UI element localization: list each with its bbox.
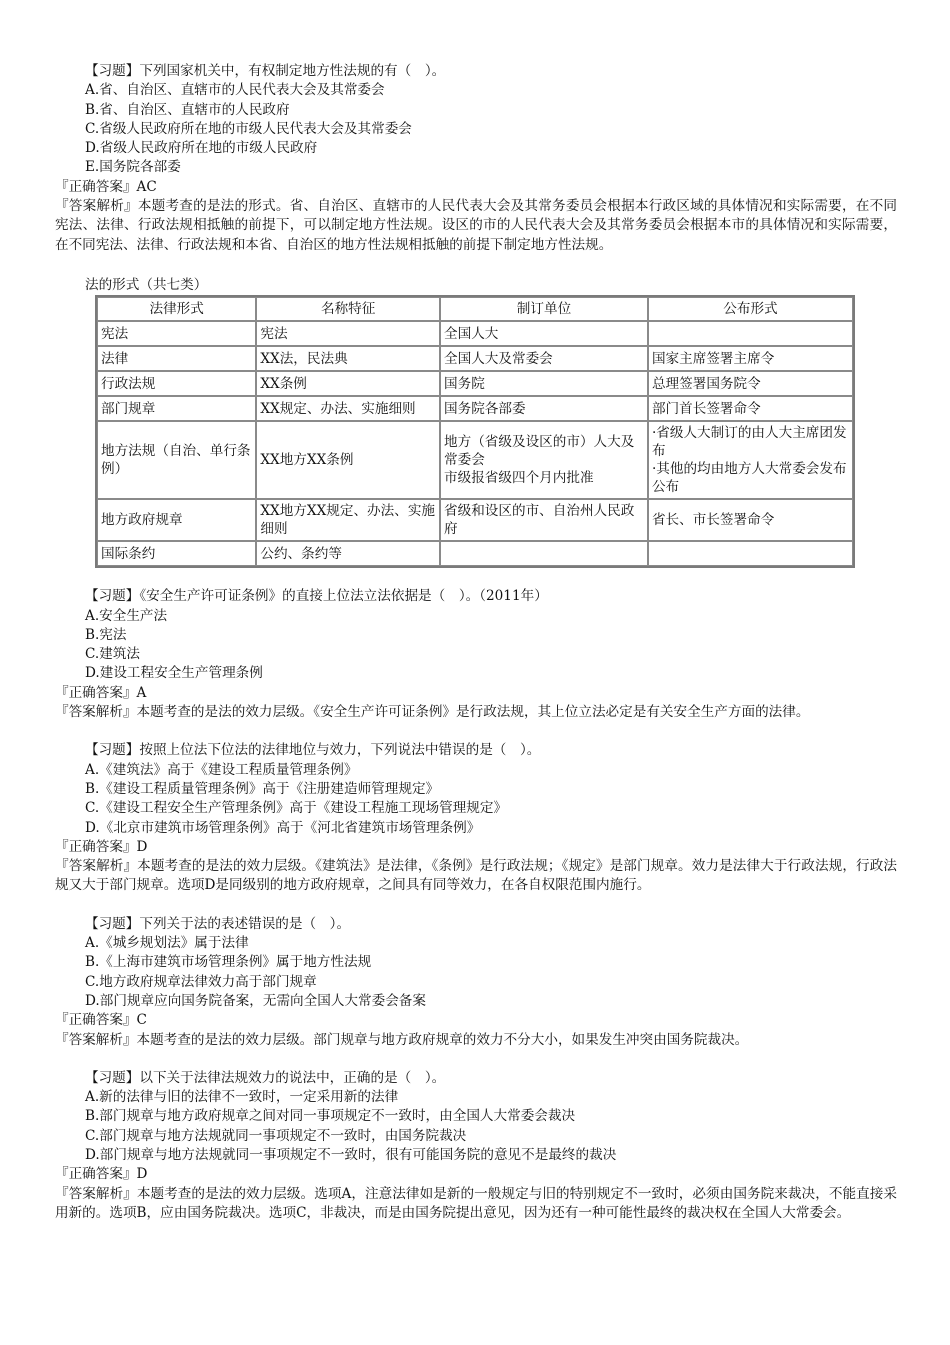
table-row	[97, 321, 853, 346]
option-c: C.建筑法	[85, 646, 141, 663]
table-cell: XX地方XX条例	[256, 421, 440, 499]
table-header-row	[97, 297, 853, 321]
question-5	[55, 1069, 897, 1223]
option-b: B.《建设工程质量管理条例》高于《注册建造师管理规定》	[85, 780, 440, 797]
option-b: B.《上海市建筑市场管理条例》属于地方性法规	[85, 954, 372, 971]
option-c: C.省级人民政府所在地的市级人民代表大会及其常委会	[85, 120, 412, 137]
table-cell: ·省级人大制订的由人大主席团发布 ·其他的均由地方人大常委会发布公布	[648, 421, 853, 499]
header-cell: 法律形式	[97, 297, 256, 321]
table-cell: XX法，民法典	[256, 346, 440, 371]
table-cell: 部门首长签署命令	[648, 396, 853, 421]
question-stem: 【习题】《安全生产许可证条例》的直接上位法立法依据是（ ）。（2011年）	[85, 588, 548, 605]
table-cell: 法律	[97, 346, 256, 371]
table-cell: 国务院各部委	[440, 396, 648, 421]
option-c: C.《建设工程安全生产管理条例》高于《建设工程施工现场管理规定》	[85, 800, 508, 817]
option-a: A.《城乡规划法》属于法律	[85, 935, 249, 952]
table-cell	[648, 321, 853, 346]
option-d: D.《北京市建筑市场管理条例》高于《河北省建筑市场管理条例》	[85, 819, 481, 836]
table-cell: 国家主席签署主席令	[648, 346, 853, 371]
table-row	[97, 346, 853, 371]
option-a: A.新的法律与旧的法律不一致时，一定采用新的法律	[85, 1089, 399, 1106]
answer-explanation: 『答案解析』本题考查的是法的形式。省、自治区、直辖市的人民代表大会及其常务委员会根据本行政区域的具体情况和实际需要，在不同宪法、法律、行政法规相抵触的前提下，可以制定地方性法规。设区的市的人民代表大会及其常务委员会根据本市的具体情况和实际需要，在不同宪法、法律、行政法规和本省、自治区的地方性法规相抵触的前提下制定地方性法规。	[55, 198, 897, 253]
answer-explanation: 『答案解析』本题考查的是法的效力层级。选项A，注意法律如是新的一般规定与旧的特别规定不一致时，必须由国务院来裁决，不能直接采用新的。选项B，应由国务院裁决。选项C，非裁决，而是由国务院提出意见，因为还有一种可能性最终的裁决权在全国人大常委会。	[55, 1185, 897, 1221]
option-b: B.部门规章与地方政府规章之间对同一事项规定不一致时，由全国人大常委会裁决	[85, 1108, 576, 1125]
table-cell: XX条例	[256, 371, 440, 396]
table-cell: 地方法规（自治、单行条例）	[97, 421, 256, 499]
question-1	[55, 62, 897, 255]
correct-answer: 『正确答案』D	[55, 1166, 148, 1183]
question-stem: 【习题】下列国家机关中，有权制定地方性法规的有（ ）。	[85, 63, 446, 79]
law-forms-table	[95, 295, 855, 568]
correct-answer: 『正确答案』AC	[55, 178, 157, 195]
table-cell: 国际条约	[97, 541, 256, 566]
option-a: A.省、自治区、直辖市的人民代表大会及其常委会	[85, 82, 385, 99]
table-row	[97, 396, 853, 421]
table-cell: XX规定、办法、实施细则	[256, 396, 440, 421]
question-2	[55, 587, 897, 722]
table-cell	[648, 541, 853, 566]
table-cell: 地方（省级及设区的市）人大及常委会 市级报省级四个月内批准	[440, 421, 648, 499]
table-cell: 部门规章	[97, 396, 256, 421]
option-b: B.宪法	[85, 626, 127, 643]
table-cell: 省长、市长签署命令	[648, 499, 853, 541]
table-cell: XX地方XX规定、办法、实施细则	[256, 499, 440, 541]
option-b: B.省、自治区、直辖市的人民政府	[85, 101, 290, 118]
question-4	[55, 915, 897, 1050]
question-stem: 【习题】下列关于法的表述错误的是（ ）。	[85, 915, 351, 932]
table-cell: 全国人大	[440, 321, 648, 346]
header-cell: 名称特征	[256, 297, 440, 321]
option-d: D.建设工程安全生产管理条例	[85, 665, 263, 682]
question-stem: 【习题】以下关于法律法规效力的说法中，正确的是（ ）。	[85, 1069, 446, 1086]
table-row	[97, 541, 853, 566]
table-row	[97, 499, 853, 541]
option-d: D.部门规章与地方法规就同一事项规定不一致时，很有可能国务院的意见不是最终的裁决	[85, 1146, 617, 1163]
correct-answer: 『正确答案』D	[55, 838, 148, 855]
table-cell: 宪法	[256, 321, 440, 346]
question-stem: 【习题】按照上位法下位法的法律地位与效力，下列说法中错误的是（ ）。	[85, 742, 541, 759]
option-a: A.《建筑法》高于《建设工程质量管理条例》	[85, 761, 358, 778]
table-row	[97, 371, 853, 396]
table-cell: 行政法规	[97, 371, 256, 396]
option-d: D.省级人民政府所在地的市级人民政府	[85, 140, 318, 157]
answer-explanation: 『答案解析』本题考查的是法的效力层级。部门规章与地方政府规章的效力不分大小，如果发生冲突由国务院裁决。	[55, 1031, 749, 1048]
table-cell: 省级和设区的市、自治州人民政府	[440, 499, 648, 541]
table-cell: 全国人大及常委会	[440, 346, 648, 371]
table-title: 法的形式（共七类）	[85, 276, 208, 293]
correct-answer: 『正确答案』A	[55, 684, 147, 701]
header-cell: 制订单位	[440, 297, 648, 321]
table-cell: 国务院	[440, 371, 648, 396]
document-page	[55, 62, 897, 1223]
table-cell: 总理签署国务院令	[648, 371, 853, 396]
answer-explanation: 『答案解析』本题考查的是法的效力层级。《安全生产许可证条例》是行政法规，其上位立法必定是有关安全生产方面的法律。	[55, 704, 810, 721]
question-3	[55, 741, 897, 895]
table-cell: 宪法	[97, 321, 256, 346]
option-e: E.国务院各部委	[85, 159, 181, 176]
option-c: C.部门规章与地方法规就同一事项规定不一致时，由国务院裁决	[85, 1127, 467, 1144]
option-d: D.部门规章应向国务院备案，无需向全国人大常委会备案	[85, 992, 426, 1009]
table-cell: 地方政府规章	[97, 499, 256, 541]
correct-answer: 『正确答案』C	[55, 1012, 147, 1029]
table-cell	[440, 541, 648, 566]
header-cell: 公布形式	[648, 297, 853, 321]
table-row	[97, 421, 853, 499]
answer-explanation: 『答案解析』本题考查的是法的效力层级。《建筑法》是法律，《条例》是行政法规；《规定》是部门规章。效力是法律大于行政法规，行政法规又大于部门规章。选项D是同级别的地方政府规章，之间具有同等效力，在各自权限范围内施行。	[55, 858, 897, 894]
option-c: C.地方政府规章法律效力高于部门规章	[85, 973, 317, 990]
option-a: A.安全生产法	[85, 607, 168, 624]
table-cell: 公约、条约等	[256, 541, 440, 566]
